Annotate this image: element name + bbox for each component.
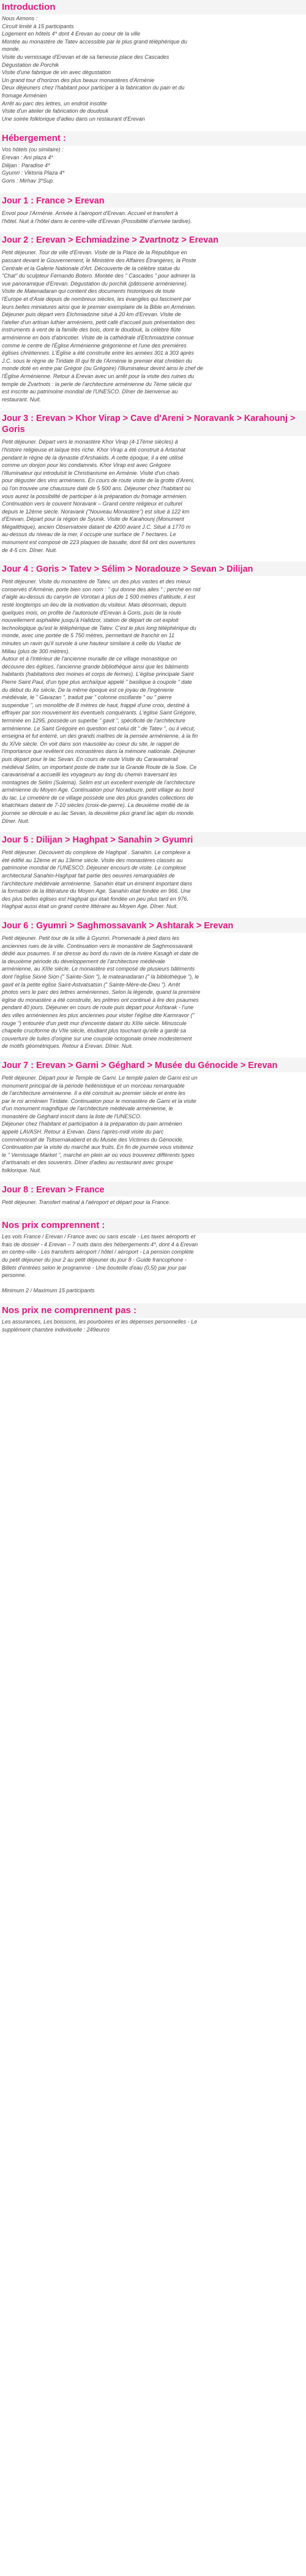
day-line: Visite de Matenadaran qui contient des documents historiques de toute <box>2 288 176 295</box>
day-description <box>0 1197 306 1209</box>
day-line: gavit et la petite église Saint-Astvatsatsin (" Sainte-Mère-de-Dieu "). Arrêt <box>2 981 181 988</box>
day-line: d'un monument magnifique de l'architecture médiévale arménienne, le <box>2 1105 173 1112</box>
day-line: médiéval Sélim, un important poste de traite sur la Grande Route de la Soie. Ce <box>2 763 197 770</box>
day-line: anciennes rues de la ville. Continuation vers le monastère de Saghmossavank <box>2 942 193 949</box>
day-line: la formation de la littérature du Moyen Age. Sanahin était fondée en 966. Une <box>2 888 191 895</box>
day-line: arménienne en bois d'abricotier. Visite de la cathédrale d'Etchmiadzine connue <box>2 335 194 341</box>
day-line: depuis le 12ème siècle. Noravank ("Nouveau Monastère") est situé à 122 km <box>2 508 190 515</box>
day-line: architectural Sanahin-Haghpat fait partie des oeuvres remarquables de <box>2 873 175 879</box>
day-line: Mégalithique), ancien Observatoire datant de 4200 avant J.C. Situé à 1770 m <box>2 523 191 530</box>
day-section <box>0 411 306 556</box>
day-section <box>0 832 306 913</box>
intro-line: Logement en hôtels 4* dont 4 Erevan au coeur de la ville <box>2 31 141 37</box>
day-line: instruments à vent de la famille des bois, dont le doudouk, la célèbre flûte <box>2 327 181 333</box>
intro-line: Montée au monastère de Tatev accessible par le plus grand téléphérique du <box>2 38 187 45</box>
day-line: du XIVe siècle. On voit dans son mausolée au coeur du site, le rappel de <box>2 740 179 747</box>
day-title: Jour 5 : Dilijan > Haghpat > Sanahin > Gyumri <box>0 832 306 847</box>
day-line: "Chat" du sculpteur Fernando Botero. Montée des " Cascades " pour admirer la <box>2 273 195 279</box>
day-title: Jour 8 : Erevan > France <box>0 1182 306 1197</box>
day-line: Continuation vers le couvent Noravank – Grand centre religieux et culturel <box>2 501 182 507</box>
day-line: des villes arméniennes les plus anciennes pour visiter l'église dite Karmravor (" <box>2 1012 195 1018</box>
day-line: pendant 40 jours. Déjeuner en cours de route puis départ pour Ashtarak - l'une <box>2 1004 194 1011</box>
day-line: Déjeuner chez l'habitant et participation à la préparation du pain arménien <box>2 1121 182 1127</box>
day-line: terminée en 1295, possède un superbe " gavit ", spécificité de l'architecture <box>2 717 185 724</box>
day-line: vous aurez la possibilité de participer à la préparation du fromage arménien. <box>2 493 188 499</box>
price-line: Les vols France / Erevan / France avec ou sans escale - Les taxes aéroports et <box>2 1233 196 1240</box>
day-line: Haghpat aussi était un grand centre littéraire au Moyen Age. Dîner. Nuit. <box>2 903 178 910</box>
section-title: Nos prix comprennent : <box>0 1218 306 1233</box>
intro-line: Visite du vernissage d'Erevan et de sa fameuse place des Cascades <box>2 53 170 60</box>
day-section <box>0 1058 306 1177</box>
day-line: Dîner. Nuit. <box>2 817 30 824</box>
day-line: l'histoire religieuse et laïque très riche. Khor Virap a été construit à Artashat <box>2 446 185 453</box>
day-line: comme un donjon pour les condamnés. Khor Virap est avec Grégoire <box>2 462 171 469</box>
hotel-line: Gyumri : Viktoria Plaza 4* <box>2 170 65 176</box>
day-line: d'artisanats et des souvenirs. Dîner d'adieu au restaurant avec groupe <box>2 1159 173 1166</box>
day-line: l'Illuminateur qui introduisit le Christianisme en Arménie. Visite d'un chais <box>2 469 180 476</box>
day-title: Jour 1 : France > Erevan <box>0 193 306 208</box>
day-line: de 4-5 cm. Dîner. Nuit. <box>2 547 58 553</box>
day-line: de motifs géométriques. Retour à Erevan. Dîner. Nuit. <box>2 1043 133 1050</box>
day-line: folklorique. Nuit. <box>2 1167 42 1174</box>
day-description <box>0 208 306 227</box>
day-title: Jour 6 : Gyumri > Saghmossavank > Ashtarak > Erevan <box>0 918 306 933</box>
day-line: Centrale et la Galerie Nationale d'Art. Découverte de la célèbre statue du <box>2 265 180 271</box>
intro-line: Circuit limité à 15 participants <box>2 23 74 29</box>
day-line: l'Europe et d'Asie depuis de nombreux siècles, les évangiles qui fascinent par <box>2 296 192 303</box>
day-line: monument est composé de 223 plaques de basalte, dont 84 ont des ouvertures <box>2 539 196 546</box>
price-line: en centre-ville - Les transferts aéroport / hôtel / aéroport - La pension complète <box>2 1249 194 1256</box>
day-line: l'importance que revêtent ces monastères dans la mémoire nationale. Déjeuner <box>2 748 196 755</box>
section-title: Hébergement : <box>0 131 306 146</box>
day-line: minutes un ravin qu'il survole à une hauteur similaire à celle du Viaduc de <box>2 640 181 646</box>
day-line: monastère de Géghard inscrit dans la liste de l'UNESCO. <box>2 1113 142 1119</box>
day-line: vue panoramique d'Erevan. Dégustation du porchik (pâtisserie arménienne). <box>2 280 188 287</box>
day-line: passant devant le Gouvernement, le Ministère des Affaires Étrangères, la Poste <box>2 257 196 264</box>
day-line: du début du Xe siècle. De la même époque est ce joyau de l'ingénierie <box>2 686 174 693</box>
price-line: Les assurances, Les boissons, les pourboires et les dépenses personnelles - Le <box>2 1318 198 1325</box>
prix-comprennent-section <box>0 1218 306 1295</box>
day-line: au-dessus du niveau de la mer, il occupe une surface de 7 hectares. Le <box>2 531 176 538</box>
day-line: J.C. sous le règne de Tiridate III qui fit de l'Arménie le premier état chrétien du <box>2 357 192 364</box>
section-title: Introduction <box>0 0 306 15</box>
day-line: été édifié au 12ème et au 13ème siècle. Visite des monastères classés au <box>2 857 183 863</box>
day-line: où l'on trouvée une chaussure daté de 5 500 ans. Déjeuner chez l'habitant où <box>2 485 191 491</box>
day-line: Petit déjeuner. Découvert du complexe de Haghpat . Sanahin. Le complexe a <box>2 849 190 856</box>
intro-line: fromage Arménien <box>2 92 47 99</box>
day-line: Petit déjeuner. Départ pour le Temple de Garni. Le temple païen de Garni est un <box>2 1074 198 1081</box>
price-line: du petit déjeuner du jour 2 au petit déjeuner du jour 8 - Guide francophone - <box>2 1257 187 1263</box>
day-line: couverture de tuiles d'origine sur une coupole octogonale ornée modestement <box>2 1035 192 1042</box>
day-title: Jour 2 : Erevan > Echmiadzine > Zvartnotz > Erevan <box>0 232 306 247</box>
day-line: restaurant. Nuit. <box>2 396 42 403</box>
day-line: caravansérail a accueilli les voyageurs au long du chemin traversant les <box>2 771 177 778</box>
prix-ne-comprennent-section <box>0 1303 306 1333</box>
day-line: Petit déjeuner. Tour de ville d'Erevan. Visite de la Place de la République en <box>2 249 187 256</box>
day-line: est inscrite au patrimoine mondial de l'UNESCO. Dîner de bienvenue au <box>2 388 178 395</box>
day-line: arménienne du Moyen Age. Continuation pour Noradouze, petit village au bord <box>2 787 194 794</box>
intro-line: Visite d'une fabrique de vin avec dégustation <box>2 69 111 76</box>
price-line: frais de dossier - 4 Erevan – 7 nuits dans des hébergements 4*, dont 4 à Erevan <box>2 1241 198 1248</box>
hotel-line: Vos hôtels (ou similaire) : <box>2 146 64 153</box>
day-line: Déjeuner puis départ vers Etchmiadzine situé à 20 km d'Erevan. Visite de <box>2 311 181 318</box>
day-line: l'architecture médiévale arménienne. Sanahin était un éminent important dans <box>2 880 192 887</box>
intro-line: Arrêt au parc des lettres, un endroit insolite <box>2 100 107 107</box>
day-line: Petit déjeuner. Transfert matinal à l'aéroport et départ pour la France. <box>2 1199 171 1205</box>
day-title: Jour 4 : Goris > Tatev > Sélim > Noradouze > Sevan > Dilijan <box>0 561 306 576</box>
day-line: arménienne. Le Saint Grégoire en question est celui dit " de Tatev ", ou il vécut, <box>2 725 195 732</box>
day-line: patrimoine mondial de l'UNESCO. Déjeuner encours de visite. Le complexe <box>2 865 186 871</box>
hotel-line: Erevan : Ani plaza 4* <box>2 154 53 161</box>
day-line: rouge ") entourée d'un petit mur d'enceinte datant du XIIIe siècle. Minuscule <box>2 1020 187 1026</box>
day-line: montagnes de Sélim (Sulema). Sélim est un excellent exemple de l'architecture <box>2 779 195 786</box>
day-line: journée se déroule e au lac Sevan, la deuxième plus grand lac alpin du monde. <box>2 810 195 817</box>
day-line: d'Erevan. Départ pour la région de Syunik. Visite de Karahounj (Monument <box>2 516 184 523</box>
day-line: monument principal de la période hellénistique et un morceau remarquable <box>2 1082 185 1089</box>
day-description <box>0 576 306 827</box>
day-line: leurs belles miniatures ainsi que le premier exemplaire de la Bible en Arménien. <box>2 303 196 310</box>
price-line <box>2 1279 304 1287</box>
day-line: du lac. Le cimetière de ce village possède une des plus grandes collections de <box>2 794 193 801</box>
day-line: Petit déjeuner. Petit tour de la ville à Gyumri. Promenade à pied dans les <box>2 935 179 941</box>
days-list <box>0 193 306 1213</box>
day-line: appelé LAVASH. Retour à Erevan. Dans l'après-midi visite du parc <box>2 1129 164 1135</box>
day-line: effrayer par son mouvement les éventuels conquérants. L'église Saint Grégoire, <box>2 710 196 716</box>
day-line: Envol pour l'Arménie. Arrivée à l'aéroport d'Erevan. Accueil et transfert à <box>2 210 178 217</box>
section-title: Nos prix ne comprennent pas : <box>0 1303 306 1318</box>
intro-line: Visite d'un atelier de fabrication de doudouk <box>2 108 109 115</box>
day-line: églises chrétiennes. L'Église a été construite entre les années 301 à 303 après <box>2 350 194 357</box>
day-line: Petit déjeuner. Visite du monastère de Tatev, un des plus vastes et des mieux <box>2 578 191 585</box>
intro-line: monde. <box>2 46 21 53</box>
day-line: le " Vernissage Market ", marché en plein air où vous trouverez différents types <box>2 1151 195 1158</box>
day-description <box>0 847 306 913</box>
day-line: puis départ pour le lac Sevan. En cours de route Visite du Caravansérail <box>2 756 178 762</box>
day-line: des plus belles églises est Haghpat qui était fondée un peu plus tard en 976. <box>2 895 188 902</box>
price-line: personne. <box>2 1272 27 1279</box>
day-line: l'Église Arménienne. Retour à Erevan avec un arrêt pour la visite des ruines du <box>2 373 195 379</box>
day-description <box>0 1072 306 1177</box>
day-section <box>0 1182 306 1209</box>
day-title: Jour 7 : Erevan > Garni > Géghard > Musée du Génocide > Erevan <box>0 1058 306 1072</box>
day-line: de l'architecture arménienne. Il a été construit au premier siècle et entre les <box>2 1090 185 1097</box>
day-section <box>0 193 306 227</box>
day-line: enseigna et fut enterré, un des grands maîtres de la pensée arménienne, à la fin <box>2 733 198 740</box>
day-description <box>0 247 306 406</box>
intro-line: Nous Aimons : <box>2 15 38 21</box>
day-description <box>0 436 306 556</box>
participants-line: Minimum 2 / Maximum 15 participants <box>2 1287 95 1294</box>
day-line: découvre des églises, l'ancienne grande bibliothèque ainsi que les bâtiments <box>2 663 189 670</box>
day-section <box>0 918 306 1053</box>
day-line: église du monastère a été construite, les prêtres ont continué à lire des psaumes <box>2 996 199 1003</box>
day-line: temple de Zvartnots : la perle de l'architecture arménienne du 7ème siècle qui <box>2 381 192 387</box>
day-line: photos vers le parc des lettres arméniennes. Selon la légende, quand la première <box>2 989 201 996</box>
hebergement-lines <box>0 146 306 184</box>
day-line: l'atelier d'un artisan luthier arméniens, petit café d'accueil puis présentation des <box>2 319 195 325</box>
introduction-lines <box>0 15 306 123</box>
day-line: Autour et à l'intérieur de l'ancienne muraille de ce village monastique on <box>2 656 177 662</box>
day-line: Continuation par la visite du marché aux fruits. En fin de journée vous visiterez <box>2 1144 193 1151</box>
day-description <box>0 933 306 1053</box>
day-line: resté longtemps un lieu de la motivation du visiteur. Mais désormais, depuis <box>2 602 187 608</box>
intro-line: Deux déjeuners chez l'habitant pour participer à la fabrication du pain et du <box>2 85 185 91</box>
day-line: quelques mois, on profite de l'autoroute d'Erevan à Goris, puis de la route <box>2 609 182 616</box>
hotel-line: Dilijan : Paradise 4* <box>2 162 50 169</box>
day-line: dont l'église Sioné Sion (" Sainte-Sion "), le mateanadaran (" la bibliothèque "), le <box>2 973 200 980</box>
price-line: supplément chambre individuelle : 249euros <box>2 1326 110 1333</box>
day-line: l'hôtel. Nuit à l'hôtel dans le centre-ville d'Erevan (Possibilité d'arrivée tardive). <box>2 218 192 224</box>
day-line: habitants (habitations des moines et corps de fermes). L'église principale Saint <box>2 671 194 678</box>
day-section <box>0 232 306 406</box>
prix-ne-comprennent-lines <box>0 1318 306 1333</box>
day-line: Pierre Saint Paul, d'un type plus archaïque appelé " basilique à coupole " date <box>2 678 192 685</box>
day-line: dédié aux psaumes. Il se dresse au bord du ravin de la rivière Kasagh et date de <box>2 950 199 957</box>
day-line: khatchkars datant de 7-10 siècles (croix-de-pierre). La deuxième moitié de la <box>2 802 189 809</box>
day-line: suspendue ", un monolithe de 8 mètres de haut, frappé d'une croix, destiné à <box>2 702 190 708</box>
intro-line: Dégustation de Porchik <box>2 61 59 68</box>
day-line: d'aigle au-dessus du canyon de Vorotan à plus de 1 500 mètres d'altitude, il est <box>2 594 195 600</box>
day-line: chapelle cruciforme du VIIe siècle, étudiant plus touchant qu'elle a gardé sa <box>2 1028 186 1034</box>
day-line: la deuxième période du développement de l'architecture médiévale <box>2 958 165 964</box>
day-line: monde doté en entre par Grégoir (ou Grégoire) l'Illuminateur devint ainsi le chef de <box>2 365 203 372</box>
day-section <box>0 561 306 827</box>
day-line: pour déguster des vins arméniens. En cours de route visite de la grotte d'Areni, <box>2 477 195 484</box>
day-line: arménienne, au XIIIe siècle. Le monastère est composé de plusieurs bâtiments <box>2 966 195 972</box>
introduction-section <box>0 0 306 123</box>
intro-line: Un grand tour d'horizon des plus beaux monastères d'Arménie <box>2 77 155 83</box>
day-line: comme le centre de l'Église Arménienne grégorienne et l'une des premières <box>2 342 187 349</box>
day-line: Petit déjeuner. Départ vers le monastère Khor Virap (4-17ème siècles) à <box>2 439 178 445</box>
day-line: Millau (plus de 300 mètres). <box>2 648 70 654</box>
hotel-line: Goris : Mirhav 3*Sup. <box>2 177 54 184</box>
day-line: monde, avec une portée de 5 750 mètres, permettant de franchir en 11 <box>2 632 175 639</box>
day-line: nouvellement asphaltée jusqu'à Halidzor, station de départ de cet exploit <box>2 617 179 624</box>
day-title: Jour 3 : Erevan > Khor Virap > Cave d'Areni > Noravank > Karahounj > Goris <box>0 411 306 436</box>
day-line: conservés d'Arménie, porte bien son nom : " qui donne des ailes " ; perché en nid <box>2 586 201 593</box>
day-line: par le roi arménien Tiridate. Continuation pour le monastère de Garni et la visite <box>2 1097 196 1104</box>
day-line: pendant le règne de la dynastie d'Arshakids. A cette époque, il a été utilisé <box>2 454 184 461</box>
day-line: médiévale, le " Gavazan ", traduit par " colonne oscillante " ou " pierre <box>2 694 172 701</box>
day-line: commémoratif de Tsitsernakaberd et du Musée des Victimes du Génocide. <box>2 1136 184 1143</box>
day-line: technologique qu'est le téléphérique de Tatev. C'est le plus long téléphérique du <box>2 624 196 631</box>
intro-line: Une soirée folklorique d'adieu dans un restaurant d'Erevan <box>2 115 145 122</box>
hebergement-section <box>0 131 306 184</box>
price-line: Billets d'entrées selon le programme - Une bouteille d'eau (0.5l) par jour par <box>2 1264 187 1271</box>
prix-comprennent-lines <box>0 1233 306 1295</box>
